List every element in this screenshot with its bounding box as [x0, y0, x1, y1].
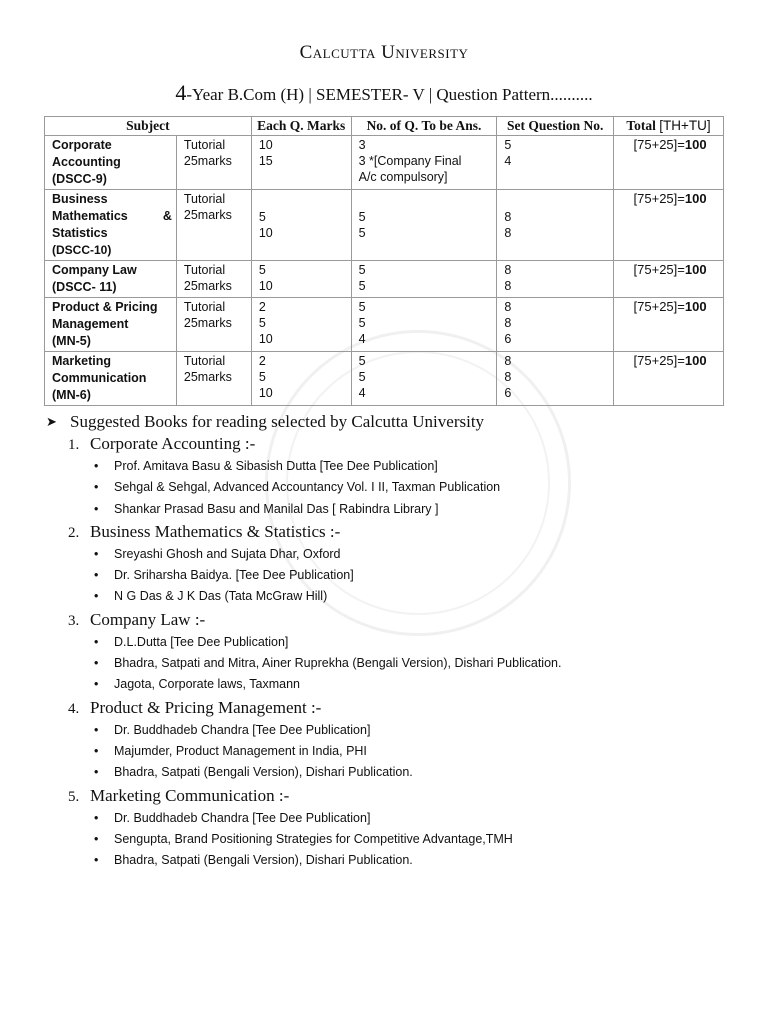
answers-value: 4 [358, 332, 366, 346]
set-value: 8 [504, 279, 512, 293]
marks-value: 5 [258, 370, 266, 384]
marks-cell [251, 261, 351, 298]
tutorial-cell [176, 261, 251, 298]
subject-line: Accounting [52, 155, 121, 169]
subject-word: Mathematics [52, 209, 128, 223]
set-value: 6 [504, 332, 512, 346]
header-total-note: [TH+TU] [659, 118, 711, 133]
answers-cell [351, 136, 497, 190]
tutorial-label: Tutorial [183, 263, 226, 277]
tutorial-cell [176, 136, 251, 190]
page-subtitle [0, 80, 768, 106]
header-total [614, 117, 724, 136]
marks-cell [251, 190, 351, 261]
tutorial-cell [176, 352, 251, 406]
subject-line: Management [52, 317, 129, 331]
subject-line: Statistics [52, 226, 108, 240]
marks-value: 2 [258, 300, 266, 314]
book-section-heading [68, 786, 746, 808]
tutorial-cell [176, 298, 251, 352]
marks-value: 15 [258, 154, 273, 168]
tutorial-label: Tutorial [183, 300, 226, 314]
subject-code: (DSCC-9) [52, 172, 107, 186]
tutorial-marks: 25marks [183, 316, 232, 330]
tutorial-label: Tutorial [183, 192, 226, 206]
books-heading [46, 412, 746, 432]
section-title: Business Mathematics & Statistics :- [90, 521, 341, 541]
sets-cell [497, 136, 614, 190]
set-value: 8 [504, 316, 512, 330]
total-cell [614, 190, 724, 261]
total-cell [614, 298, 724, 352]
subject-cell [45, 352, 177, 406]
section-title: Company Law :- [90, 609, 206, 629]
total-value: 100 [684, 191, 707, 206]
total-value: 100 [684, 137, 707, 152]
total-formula: [75+25]= [633, 353, 685, 368]
answers-value: 5 [358, 226, 366, 240]
answers-cell [351, 352, 497, 406]
section-number: 2. [68, 524, 80, 541]
total-formula: [75+25]= [633, 299, 685, 314]
marks-value: 10 [258, 332, 273, 346]
sets-cell [497, 352, 614, 406]
section-number: 4. [68, 700, 80, 717]
total-formula: [75+25]= [633, 191, 685, 206]
list-item: • Jagota, Corporate laws, Taxmann [94, 674, 746, 695]
list-item: • Sengupta, Brand Positioning Strategies for Competitive Advantage,TMH [94, 829, 746, 850]
table-row [45, 352, 724, 406]
subject-word: & [162, 209, 172, 223]
subject-cell [45, 136, 177, 190]
book-list [46, 808, 746, 872]
section-title: Product & Pricing Management :- [90, 697, 322, 717]
total-formula: [75+25]= [633, 262, 685, 277]
section-title: Corporate Accounting :- [90, 434, 256, 453]
answers-value: 5 [358, 300, 366, 314]
marks-value: 2 [258, 354, 266, 368]
subtitle-text: -Year B.Com (H) | SEMESTER- V | Question Pattern.......... [186, 85, 593, 104]
sets-cell [497, 261, 614, 298]
list-item: • Dr. Sriharsha Baidya. [Tee Dee Publication] [94, 565, 746, 586]
subject-code: (MN-6) [52, 388, 91, 402]
total-cell [614, 136, 724, 190]
marks-cell [251, 298, 351, 352]
marks-value: 5 [258, 263, 266, 277]
subject-line: Product & Pricing [52, 300, 158, 314]
marks-value: 10 [258, 386, 273, 400]
subject-code: (MN-5) [52, 334, 91, 348]
answers-value: 5 [358, 370, 366, 384]
subject-cell [45, 190, 177, 261]
total-cell [614, 352, 724, 406]
arrow-bullet-icon: ➤ [46, 414, 57, 429]
answers-value: 5 [358, 210, 366, 224]
answers-value: 5 [358, 316, 366, 330]
question-pattern-table [44, 116, 724, 406]
tutorial-cell [176, 190, 251, 261]
header-set-no: Set Question No. [497, 117, 614, 136]
set-value: 8 [504, 354, 512, 368]
list-item: • Dr. Buddhadeb Chandra [Tee Dee Publication] [94, 808, 746, 829]
tutorial-marks: 25marks [183, 154, 232, 168]
answers-value: 5 [358, 263, 366, 277]
total-value: 100 [684, 353, 707, 368]
answers-value: A/c compulsory] [358, 170, 448, 184]
set-value: 8 [504, 210, 512, 224]
set-value: 8 [504, 300, 512, 314]
list-item: • Sehgal & Sehgal, Advanced Accountancy Vol. I II, Taxman Publication [94, 477, 746, 498]
list-item: • Bhadra, Satpati (Bengali Version), Dishari Publication. [94, 850, 746, 871]
tutorial-marks: 25marks [183, 279, 232, 293]
subject-line: Marketing [52, 354, 112, 368]
set-value: 6 [504, 386, 512, 400]
total-cell [614, 261, 724, 298]
list-item: • Shankar Prasad Basu and Manilal Das [ Rabindra Library ] [94, 499, 746, 520]
header-total-label: Total [626, 118, 656, 133]
table-row [45, 261, 724, 298]
subject-cell [45, 298, 177, 352]
sets-cell [497, 298, 614, 352]
marks-value: 10 [258, 279, 273, 293]
header-each-marks: Each Q. Marks [251, 117, 351, 136]
answers-value: 3 [358, 138, 366, 152]
subject-code: (DSCC- 11) [52, 280, 117, 294]
marks-value: 5 [258, 316, 266, 330]
list-item: • Bhadra, Satpati (Bengali Version), Dishari Publication. [94, 762, 746, 783]
page-title: Calcutta University [299, 42, 469, 63]
marks-cell [251, 352, 351, 406]
section-number: 3. [68, 612, 80, 629]
list-item: • N G Das & J K Das (Tata McGraw Hill) [94, 586, 746, 607]
marks-value: 5 [258, 210, 266, 224]
tutorial-marks: 25marks [183, 370, 232, 384]
list-item: • Sreyashi Ghosh and Sujata Dhar, Oxford [94, 544, 746, 565]
section-number: 5. [68, 788, 80, 805]
set-value: 8 [504, 263, 512, 277]
marks-cell [251, 136, 351, 190]
books-heading-text: Suggested Books for reading selected by Calcutta University [70, 412, 485, 431]
suggested-books-section [46, 412, 746, 871]
sets-cell [497, 190, 614, 261]
list-item: • Prof. Amitava Basu & Sibasish Dutta [Tee Dee Publication] [94, 456, 746, 477]
set-value: 5 [504, 138, 512, 152]
book-section-heading [68, 434, 746, 456]
answers-value: 3 *[Company Final [358, 154, 462, 168]
table-row [45, 190, 724, 261]
book-list [46, 544, 746, 608]
answers-cell [351, 298, 497, 352]
subject-line: Communication [52, 371, 147, 385]
subtitle-year-number: 4 [175, 80, 187, 105]
list-item: • Bhadra, Satpati and Mitra, Ainer Ruprekha (Bengali Version), Dishari Publication. [94, 653, 746, 674]
tutorial-label: Tutorial [183, 138, 226, 152]
list-item: • Majumder, Product Management in India, PHI [94, 741, 746, 762]
header-no-ans: No. of Q. To be Ans. [351, 117, 497, 136]
tutorial-marks: 25marks [183, 208, 232, 222]
answers-value: 4 [358, 386, 366, 400]
list-item: • D.L.Dutta [Tee Dee Publication] [94, 632, 746, 653]
subject-line: Business [52, 192, 108, 206]
section-number: 1. [68, 437, 80, 453]
set-value: 4 [504, 154, 512, 168]
subject-line: Corporate [52, 138, 112, 152]
set-value: 8 [504, 370, 512, 384]
set-value: 8 [504, 226, 512, 240]
subject-cell [45, 261, 177, 298]
table-header-row [45, 117, 724, 136]
header-subject: Subject [45, 117, 252, 136]
table-row [45, 298, 724, 352]
subject-line [52, 208, 172, 225]
marks-value: 10 [258, 226, 273, 240]
book-list [46, 720, 746, 784]
book-section-heading [68, 698, 746, 720]
book-list [46, 456, 746, 520]
section-title: Marketing Communication :- [90, 785, 290, 805]
table-row [45, 136, 724, 190]
marks-value: 10 [258, 138, 273, 152]
total-formula: [75+25]= [633, 137, 685, 152]
book-section-heading [68, 522, 746, 544]
book-list [46, 632, 746, 696]
tutorial-label: Tutorial [183, 354, 226, 368]
answers-cell [351, 261, 497, 298]
subject-code: (DSCC-10) [52, 243, 112, 257]
list-item: • Dr. Buddhadeb Chandra [Tee Dee Publication] [94, 720, 746, 741]
answers-value: 5 [358, 354, 366, 368]
answers-cell [351, 190, 497, 261]
total-value: 100 [684, 299, 707, 314]
book-section-heading [68, 610, 746, 632]
total-value: 100 [684, 262, 707, 277]
subject-line: Company Law [52, 263, 137, 277]
answers-value: 5 [358, 279, 366, 293]
